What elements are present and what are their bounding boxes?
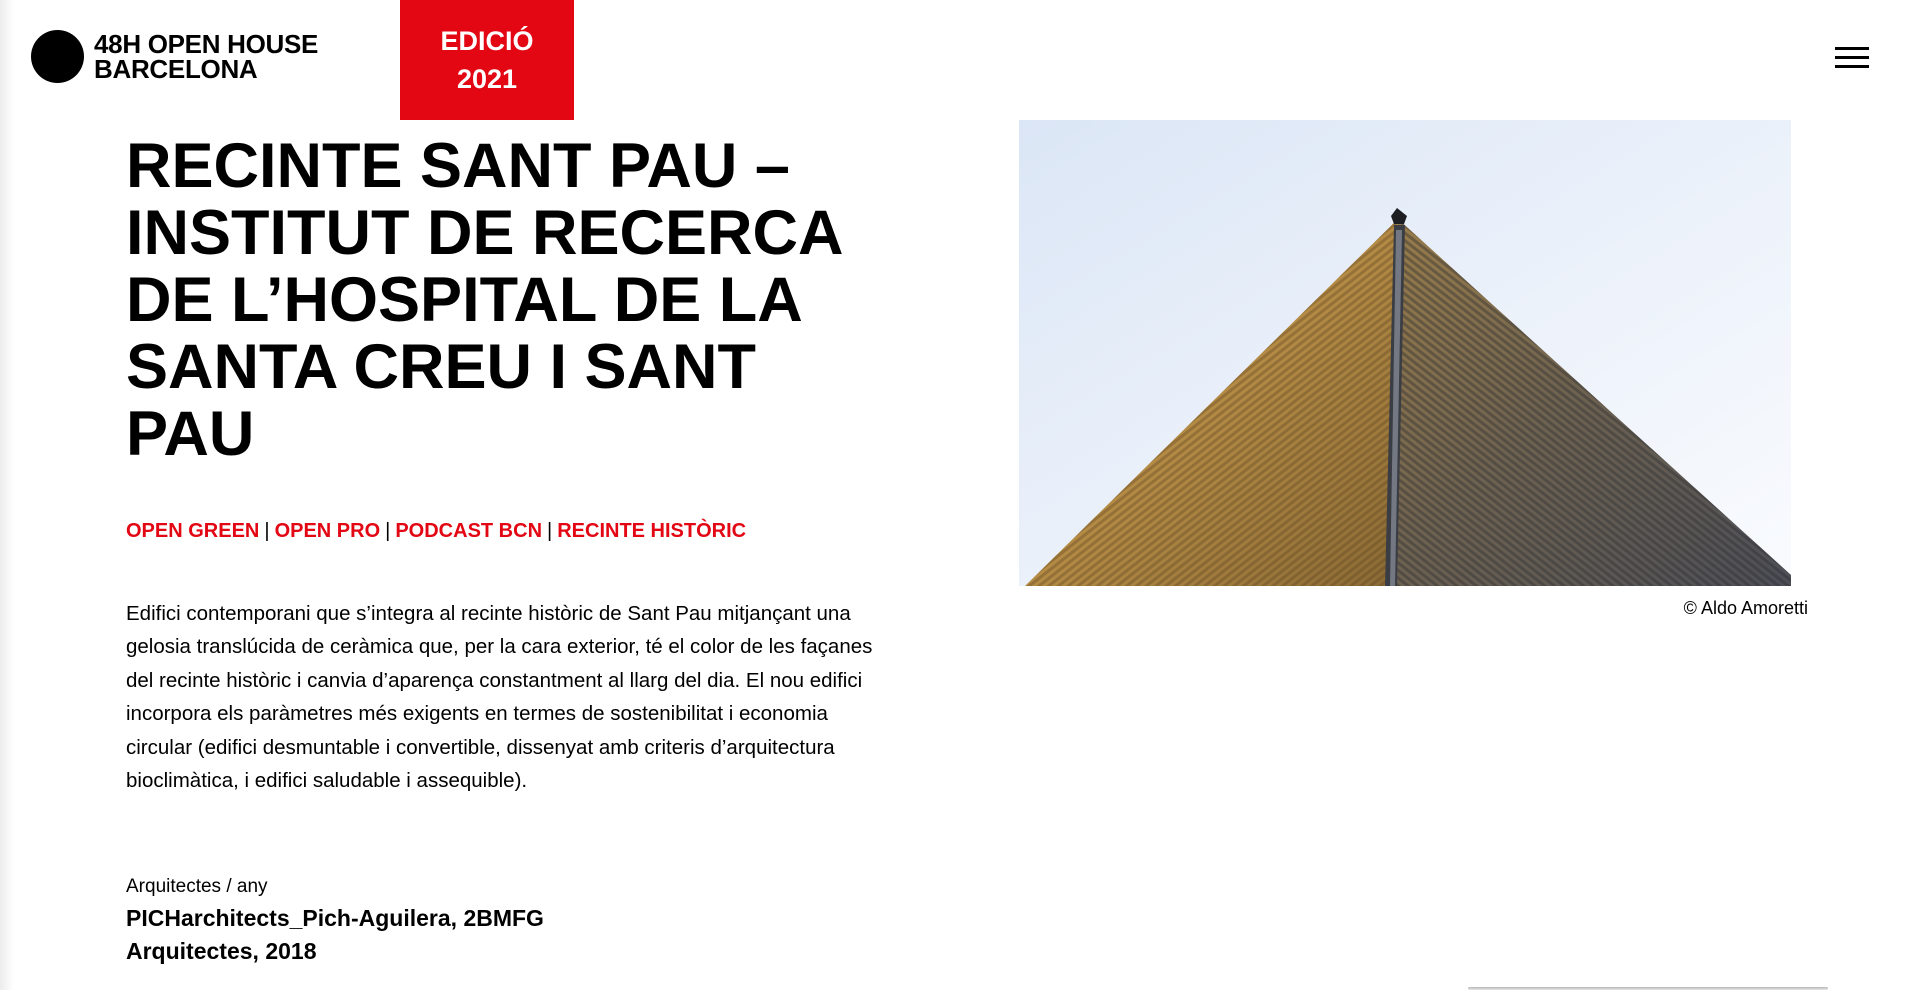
- left-gutter: [0, 0, 14, 990]
- category-open-green[interactable]: OPEN GREEN: [126, 520, 260, 542]
- category-podcast-bcn[interactable]: PODCAST BCN: [395, 520, 543, 542]
- description: Edifici contemporani que s’integra al recinte històric de Sant Pau mitjançant una gelosia translúcida de ceràmica que, per la cara exterior, té el color de les façanes del recinte històric i canvia d’aparença constantment al llarg del dia. El nou edifici incorpora els paràmetres més exigents en termes de sostenibilitat i economia circular (edifici desmuntable i convertible, dissenyat amb criteris d’arquitectura bioclimàtica, i edifici saludable i assequible).: [126, 602, 873, 793]
- category-separator: |: [264, 520, 270, 542]
- category-separator: |: [547, 520, 553, 542]
- edition-badge[interactable]: [400, 0, 574, 120]
- logo-dot-icon: [31, 30, 84, 83]
- hamburger-icon[interactable]: [1835, 45, 1869, 71]
- category-links: [126, 520, 746, 543]
- category-separator: |: [385, 520, 391, 542]
- category-recinte-historic[interactable]: RECINTE HISTÒRIC: [557, 520, 747, 542]
- edition-year: 2021: [456, 64, 518, 94]
- page-title: RECINTE SANT PAU – INSTITUT DE RECERCA DE L’HOSPITAL DE LA SANTA CREU I SANT PAU: [126, 131, 842, 469]
- architects-value: PICHarchitects_Pich-Aguilera, 2BMFG Arquitectes, 2018: [126, 905, 544, 964]
- logo-line-1: 48H OPEN HOUSE: [94, 28, 319, 59]
- architects-label: Arquitectes / any: [126, 876, 268, 897]
- site-logo[interactable]: [31, 30, 318, 83]
- category-open-pro[interactable]: OPEN PRO: [274, 520, 381, 542]
- edition-label: EDICIÓ: [440, 26, 534, 56]
- building-photo: [1019, 120, 1791, 586]
- logo-text: [94, 28, 319, 84]
- logo-line-2: BARCELONA: [94, 53, 258, 84]
- photo-credit: © Aldo Amoretti: [1683, 598, 1808, 618]
